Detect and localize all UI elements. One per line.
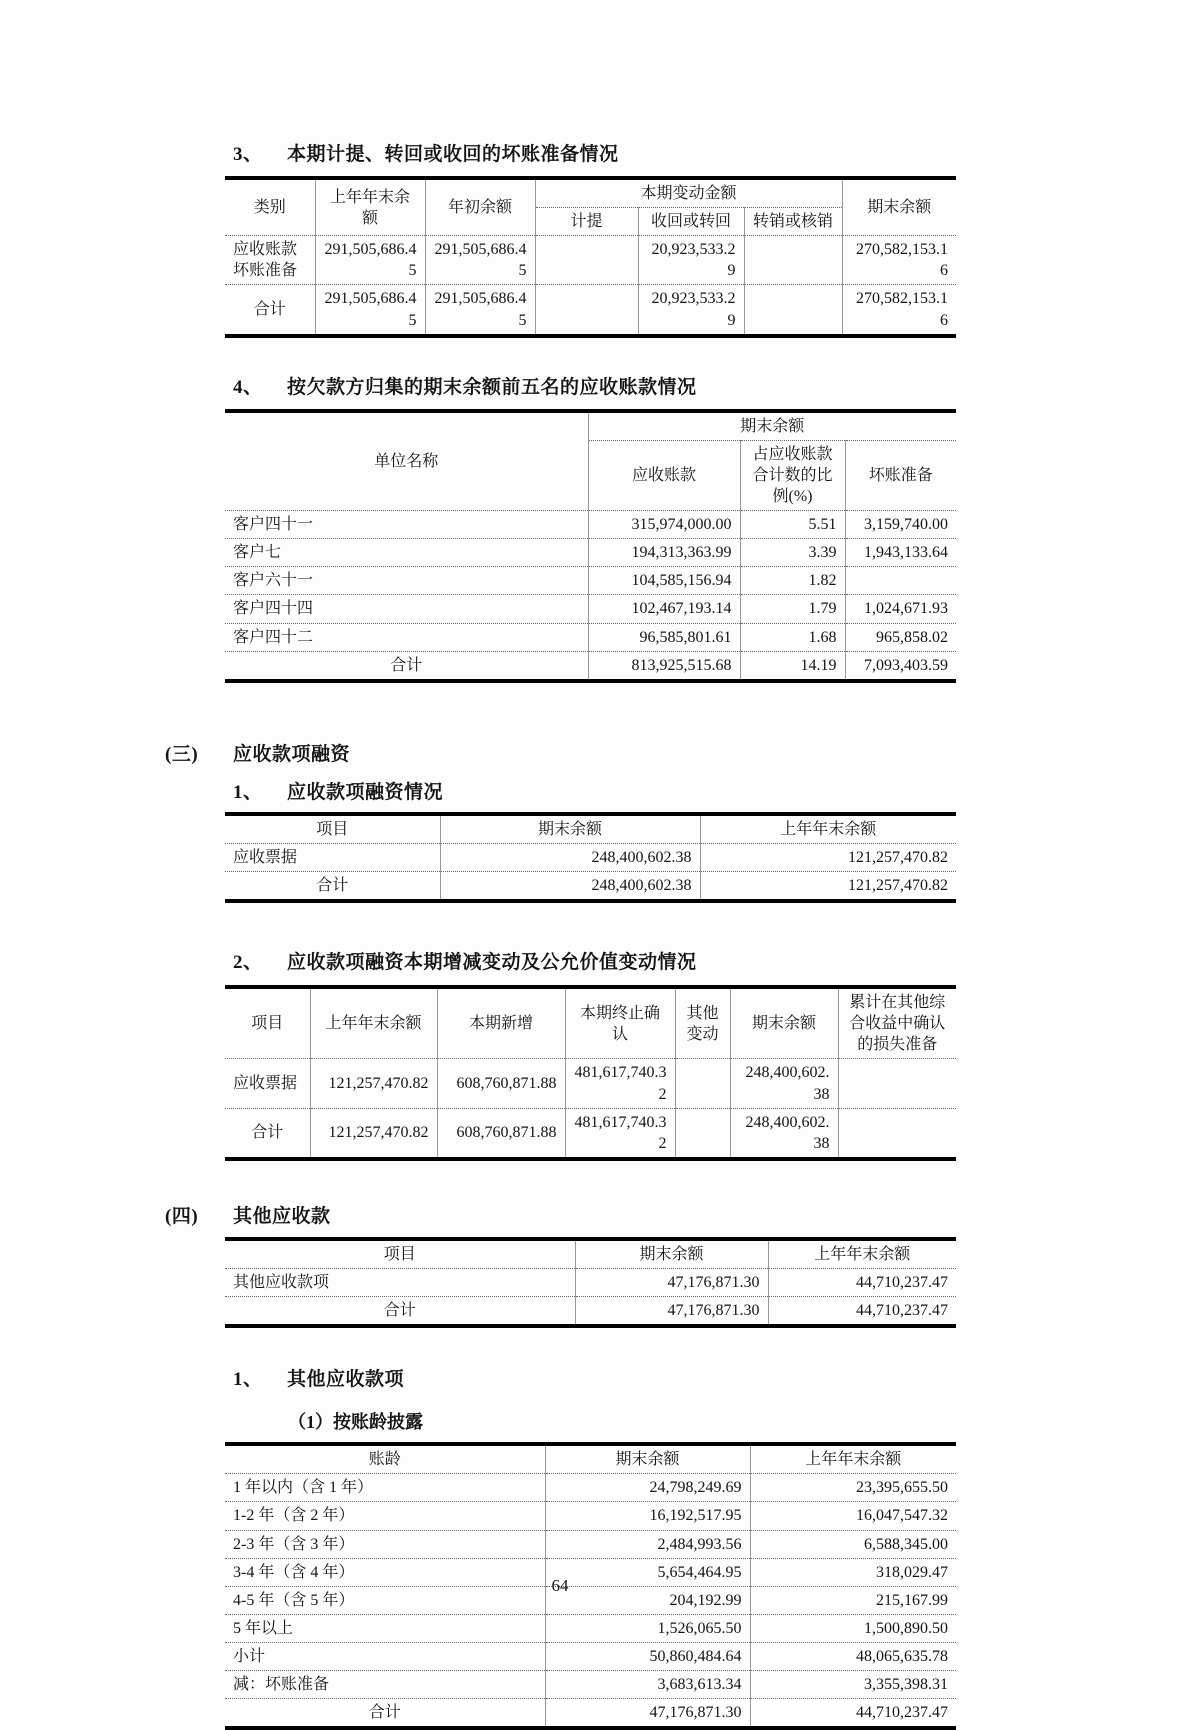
- cell: 248,400,602.38: [730, 1108, 838, 1159]
- cell: 121,257,470.82: [700, 871, 956, 901]
- section-c4-1-number: 1、: [233, 1369, 263, 1391]
- other-receivables-table: [225, 1237, 956, 1328]
- table-row: [225, 1059, 956, 1108]
- cell: [838, 1108, 956, 1159]
- cell: 客户四十一: [225, 511, 588, 539]
- cell: 16,047,547.32: [750, 1502, 956, 1530]
- table-row: [225, 595, 956, 623]
- section-c4-1-title: 其他应收款项: [287, 1369, 405, 1391]
- cell: 16,192,517.95: [545, 1502, 750, 1530]
- column-header: 累计在其他综合收益中确认的损失准备: [838, 987, 956, 1059]
- column-group-header: 期末余额: [588, 411, 956, 441]
- column-header: 期末余额: [730, 987, 838, 1059]
- cell: 813,925,515.68: [588, 651, 740, 681]
- cell: 608,760,871.88: [437, 1059, 565, 1108]
- cell: [675, 1059, 730, 1108]
- cell: 应收票据: [225, 843, 440, 871]
- table-row: [225, 1671, 956, 1699]
- section-3-number: 3、: [233, 144, 263, 165]
- cell: 3,355,398.31: [750, 1671, 956, 1699]
- cell: 291,505,686.45: [315, 236, 425, 285]
- column-header: 上年年末余额: [700, 814, 956, 844]
- cell: 合计: [225, 285, 315, 336]
- cell: 合计: [225, 871, 440, 901]
- cell: 4-5 年（含 5 年）: [225, 1586, 545, 1614]
- cell: 减：坏账准备: [225, 1671, 545, 1699]
- cell: 47,176,871.30: [575, 1268, 768, 1296]
- column-header: 本期终止确认: [565, 987, 675, 1059]
- cell: 客户四十四: [225, 595, 588, 623]
- cell: 481,617,740.32: [565, 1108, 675, 1159]
- cell: 1.82: [740, 567, 845, 595]
- cell: 47,176,871.30: [545, 1699, 750, 1729]
- cell: 23,395,655.50: [750, 1474, 956, 1502]
- table-row: [225, 1502, 956, 1530]
- table-row: [225, 1530, 956, 1558]
- cell: 3.39: [740, 539, 845, 567]
- cell: 5.51: [740, 511, 845, 539]
- cell: 965,858.02: [845, 623, 956, 651]
- section-4-title: 按欠款方归集的期末余额前五名的应收账款情况: [287, 376, 697, 398]
- cell: 1,526,065.50: [545, 1614, 750, 1642]
- section-c3-1-heading: [225, 781, 956, 805]
- table-row: [225, 1108, 956, 1159]
- cell: 3-4 年（含 4 年）: [225, 1558, 545, 1586]
- aging-disclosure-heading: （1）按账龄披露: [288, 1412, 423, 1433]
- cell: 291,505,686.45: [425, 236, 535, 285]
- cell: 应收票据: [225, 1059, 310, 1108]
- cell: 248,400,602.38: [730, 1059, 838, 1108]
- cell: [535, 285, 638, 336]
- cell: 1-2 年（含 2 年）: [225, 1502, 545, 1530]
- column-header: 上年年末余额: [310, 987, 437, 1059]
- section-c3-1-number: 1、: [233, 781, 263, 803]
- cell: 50,860,484.64: [545, 1642, 750, 1670]
- table-row: [225, 623, 956, 651]
- column-header: 账龄: [225, 1444, 545, 1474]
- section-c3-number: (三): [165, 743, 199, 765]
- table-row: [225, 871, 956, 901]
- cell: 318,029.47: [750, 1558, 956, 1586]
- column-header: 期末余额: [440, 814, 700, 844]
- table-row: [225, 236, 956, 285]
- cell: 24,798,249.69: [545, 1474, 750, 1502]
- column-header: 上年年末余额: [750, 1444, 956, 1474]
- cell: 1.68: [740, 623, 845, 651]
- cell: [675, 1108, 730, 1159]
- cell: 215,167.99: [750, 1586, 956, 1614]
- column-group-header: 本期变动金额: [535, 178, 842, 208]
- cell: 481,617,740.32: [565, 1059, 675, 1108]
- column-header: 项目: [225, 814, 440, 844]
- column-header: 上年年末余额: [768, 1239, 956, 1269]
- cell: 248,400,602.38: [440, 871, 700, 901]
- table-row: [225, 1642, 956, 1670]
- cell: 3,683,613.34: [545, 1671, 750, 1699]
- section-c3-2-number: 2、: [233, 952, 263, 974]
- section-c3-heading: [165, 743, 956, 767]
- cell: 248,400,602.38: [440, 843, 700, 871]
- cell: 6,588,345.00: [750, 1530, 956, 1558]
- section-c4-title: 其他应收款: [233, 1205, 331, 1227]
- cell: 7,093,403.59: [845, 651, 956, 681]
- cell: 客户四十二: [225, 623, 588, 651]
- section-c3-1-title: 应收款项融资情况: [287, 781, 444, 803]
- receivables-financing-table: [225, 812, 956, 903]
- cell: 608,760,871.88: [437, 1108, 565, 1159]
- cell: 1 年以内（含 1 年）: [225, 1474, 545, 1502]
- table-header-row: [225, 411, 956, 441]
- cell: 102,467,193.14: [588, 595, 740, 623]
- cell: 121,257,470.82: [310, 1059, 437, 1108]
- cell: 1.79: [740, 595, 845, 623]
- page-number: 64: [551, 1576, 569, 1595]
- cell: [838, 1059, 956, 1108]
- cell: 其他应收款项: [225, 1268, 575, 1296]
- column-header: 项目: [225, 987, 310, 1059]
- cell: 121,257,470.82: [700, 843, 956, 871]
- section-4-number: 4、: [233, 376, 263, 398]
- cell: [845, 567, 956, 595]
- column-header: 类别: [225, 178, 315, 236]
- section-4-heading: [225, 376, 956, 400]
- table-row: [225, 1474, 956, 1502]
- table-row: [225, 1268, 956, 1296]
- cell: 291,505,686.45: [425, 285, 535, 336]
- cell: 44,710,237.47: [768, 1297, 956, 1327]
- column-header: 应收账款: [588, 440, 740, 510]
- table-row: [225, 1297, 956, 1327]
- cell: 合计: [225, 651, 588, 681]
- cell: 104,585,156.94: [588, 567, 740, 595]
- column-header: 计提: [535, 208, 638, 236]
- section-c3-2-title: 应收款项融资本期增减变动及公允价值变动情况: [287, 952, 697, 974]
- cell: 应收账款坏账准备: [225, 236, 315, 285]
- cell: 20,923,533.29: [638, 285, 744, 336]
- receivables-financing-movement-table: [225, 985, 956, 1161]
- cell: 客户六十一: [225, 567, 588, 595]
- column-header: 期末余额: [545, 1444, 750, 1474]
- table-row: [225, 1699, 956, 1729]
- cell: 194,313,363.99: [588, 539, 740, 567]
- cell: 2-3 年（含 3 年）: [225, 1530, 545, 1558]
- column-header: 收回或转回: [638, 208, 744, 236]
- cell: 270,582,153.16: [842, 285, 956, 336]
- cell: 5,654,464.95: [545, 1558, 750, 1586]
- cell: 3,159,740.00: [845, 511, 956, 539]
- cell: 合计: [225, 1297, 575, 1327]
- section-3-title: 本期计提、转回或收回的坏账准备情况: [287, 144, 619, 165]
- column-header: 转销或核销: [744, 208, 842, 236]
- cell: 20,923,533.29: [638, 236, 744, 285]
- column-header: 年初余额: [425, 178, 535, 236]
- cell: 44,710,237.47: [768, 1268, 956, 1296]
- cell: 14.19: [740, 651, 845, 681]
- cell: [535, 236, 638, 285]
- cell: 47,176,871.30: [575, 1297, 768, 1327]
- cell: 合计: [225, 1108, 310, 1159]
- column-header: 项目: [225, 1239, 575, 1269]
- table-row: [225, 539, 956, 567]
- cell: 270,582,153.16: [842, 236, 956, 285]
- column-header: 其他变动: [675, 987, 730, 1059]
- table-row: [225, 843, 956, 871]
- column-header: 期末余额: [842, 178, 956, 236]
- section-c4-1-heading: [225, 1368, 956, 1392]
- table-row: [225, 567, 956, 595]
- bad-debt-provision-table: [225, 176, 956, 338]
- cell: 合计: [225, 1699, 545, 1729]
- cell: 1,024,671.93: [845, 595, 956, 623]
- section-3-heading: [225, 143, 956, 167]
- cell: 204,192.99: [545, 1586, 750, 1614]
- table-header-row: [225, 814, 956, 844]
- cell: 48,065,635.78: [750, 1642, 956, 1670]
- table-row: [225, 285, 956, 336]
- cell: 小计: [225, 1642, 545, 1670]
- content-area: [165, 143, 956, 1730]
- table-row: [225, 651, 956, 681]
- column-header: 坏账准备: [845, 440, 956, 510]
- cell: [744, 236, 842, 285]
- cell: 1,943,133.64: [845, 539, 956, 567]
- table-header-row: [225, 178, 956, 208]
- section-c4-heading: [165, 1205, 956, 1229]
- table-header-row: [225, 1239, 956, 1269]
- cell: 291,505,686.45: [315, 285, 425, 336]
- section-c3-2-heading: [225, 951, 956, 975]
- cell: 2,484,993.56: [545, 1530, 750, 1558]
- cell: 5 年以上: [225, 1614, 545, 1642]
- cell: 315,974,000.00: [588, 511, 740, 539]
- cell: [744, 285, 842, 336]
- table-header-row: [225, 987, 956, 1059]
- section-c4-number: (四): [165, 1205, 199, 1227]
- column-header: 单位名称: [225, 411, 588, 511]
- table-row: [225, 511, 956, 539]
- cell: 96,585,801.61: [588, 623, 740, 651]
- top-five-receivables-table: [225, 409, 956, 683]
- column-header: 上年年末余额: [315, 178, 425, 236]
- cell: 1,500,890.50: [750, 1614, 956, 1642]
- table-row: [225, 1614, 956, 1642]
- column-header: 本期新增: [437, 987, 565, 1059]
- cell: 121,257,470.82: [310, 1108, 437, 1159]
- table-header-row: [225, 1444, 956, 1474]
- cell: 客户七: [225, 539, 588, 567]
- cell: 44,710,237.47: [750, 1699, 956, 1729]
- section-c3-title: 应收款项融资: [233, 743, 351, 765]
- column-header: 期末余额: [575, 1239, 768, 1269]
- column-header: 占应收账款合计数的比例(%): [740, 440, 845, 510]
